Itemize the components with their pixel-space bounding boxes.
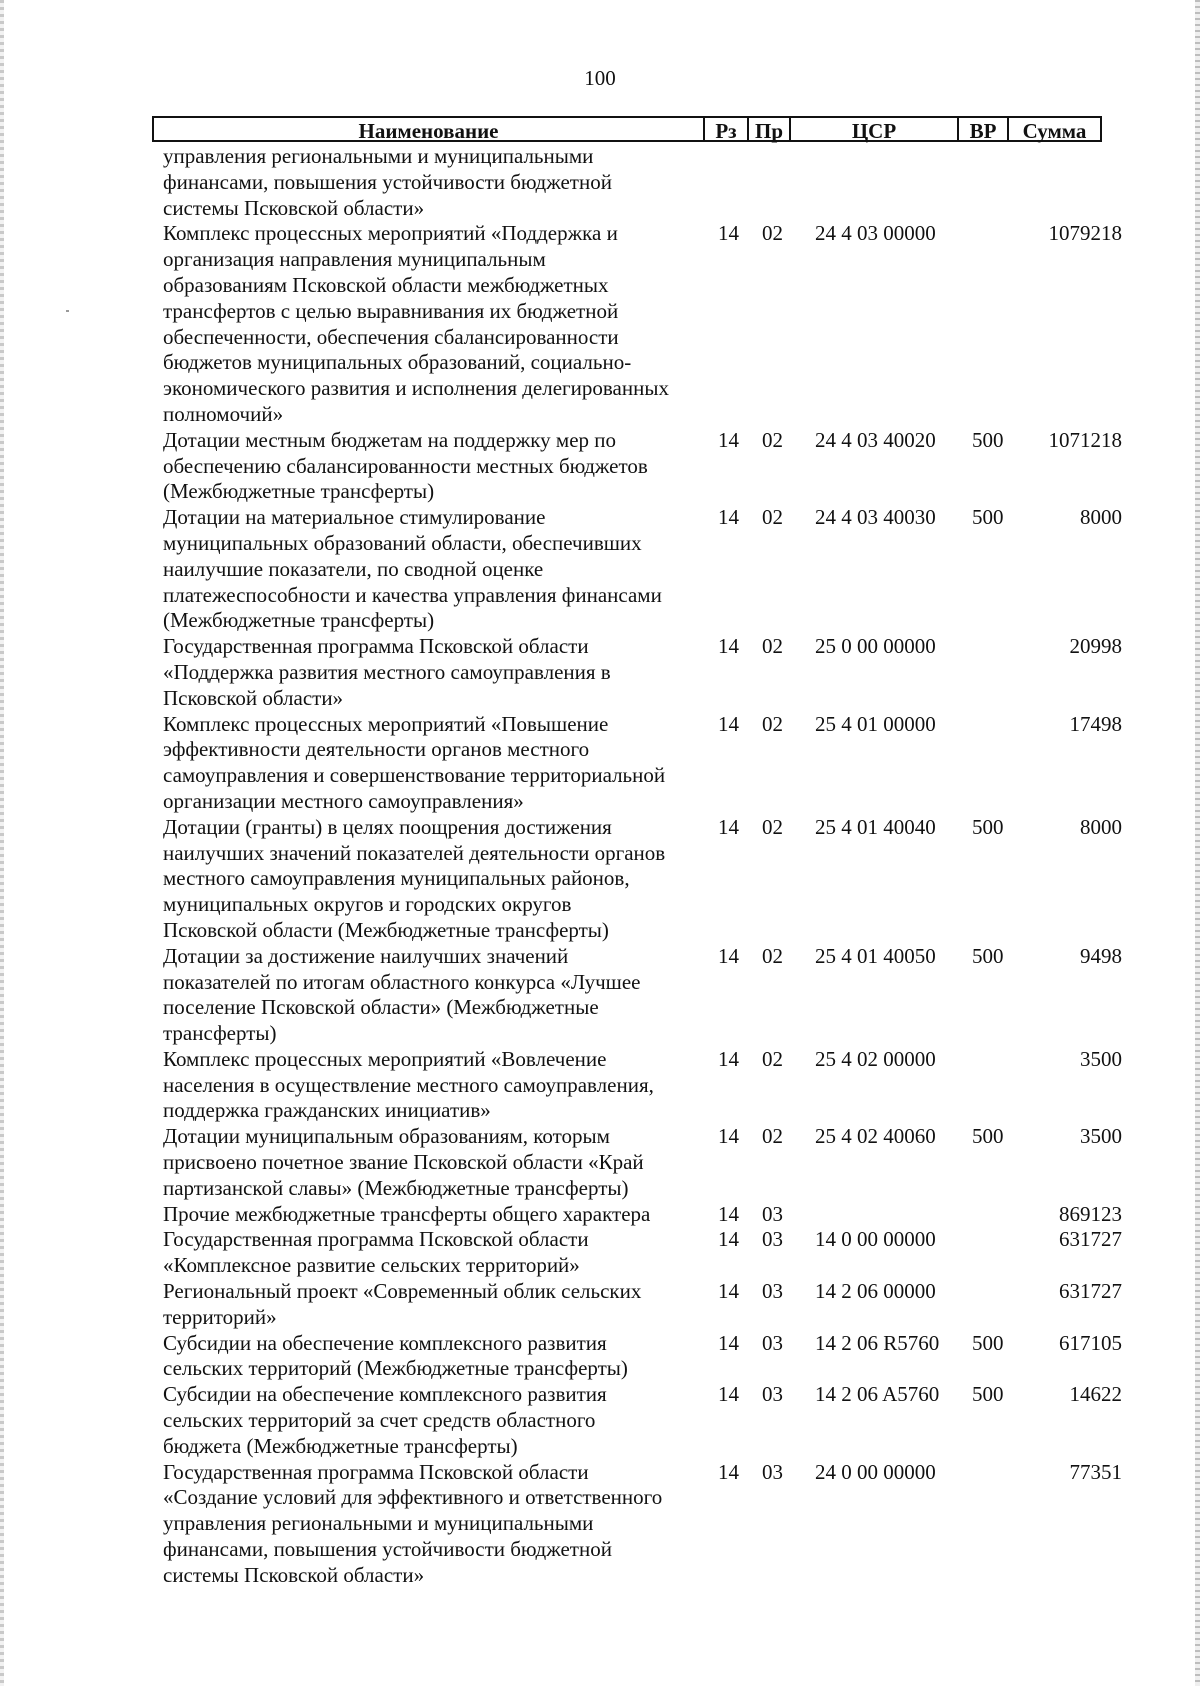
table-row <box>0 712 1200 815</box>
row-name: Дотации (гранты) в целях поощрения достижения наилучших значений показателей деятельности органов местного самоуправления муниципальных районов, муниципальных округов и городских округов Псковской области (Межбюджетные трансферты) <box>163 814 666 942</box>
row-name: Комплекс процессных мероприятий «Вовлечение населения в осуществление местного самоуправления, поддержка гражданских инициатив» <box>163 1046 654 1123</box>
row-name: Дотации на материальное стимулирование муниципальных образований области, обеспечивших наилучшие показатели, по сводной оценке платежеспособности и качества управления финансами (Межбюджетные трансферты) <box>163 505 662 633</box>
row-sum: 869123 <box>1059 1201 1122 1226</box>
header-name: Наименование <box>358 119 499 143</box>
row-name: Государственная программа Псковской области «Поддержка развития местного самоуправления в Псковской области» <box>163 634 611 710</box>
table-row <box>0 944 1200 1047</box>
row-name: Региональный проект «Современный облик сельских территорий» <box>163 1279 642 1329</box>
row-rz: 14 <box>718 943 739 968</box>
row-csr: 24 4 03 40020 <box>815 427 936 452</box>
row-rz: 14 <box>718 1279 739 1304</box>
row-rz: 14 <box>718 634 739 659</box>
table-row <box>0 428 1200 505</box>
table-body <box>0 144 1200 1589</box>
row-name: Дотации муниципальным образованиям, которым присвоено почетное звание Псковской области «Край партизанской славы» (Межбюджетные трансферты) <box>163 1124 644 1200</box>
row-sum: 3500 <box>1080 1124 1122 1149</box>
row-vr: 500 <box>972 943 1004 968</box>
header-rz: Рз <box>703 118 747 142</box>
row-csr: 24 0 00 00000 <box>815 1459 936 1484</box>
row-sum: 9498 <box>1080 943 1122 968</box>
row-rz: 14 <box>718 1201 739 1226</box>
row-pr: 03 <box>762 1382 783 1407</box>
table-row <box>0 221 1200 427</box>
row-name: Субсидии на обеспечение комплексного развития сельских территорий (Межбюджетные трансферты) <box>163 1330 628 1381</box>
row-vr: 500 <box>972 1124 1004 1149</box>
row-sum: 631727 <box>1059 1279 1122 1304</box>
row-pr: 02 <box>762 505 783 530</box>
row-csr: 25 4 02 00000 <box>815 1046 936 1071</box>
row-csr: 14 2 06 00000 <box>815 1279 936 1304</box>
table-row <box>0 1047 1200 1124</box>
row-csr: 14 0 00 00000 <box>815 1227 936 1252</box>
row-name: Дотации местным бюджетам на поддержку мер по обеспечению сбалансированности местных бюджетов (Межбюджетные трансферты) <box>163 427 648 504</box>
row-name: управления региональными и муниципальными финансами, повышения устойчивости бюджетной системы Псковской области» <box>163 144 612 220</box>
row-csr: 25 4 01 40050 <box>815 943 936 968</box>
page-number: 100 <box>584 66 616 90</box>
row-csr: 14 2 06 A5760 <box>815 1382 940 1407</box>
row-sum: 20998 <box>1069 634 1122 659</box>
row-sum: 617105 <box>1059 1330 1122 1355</box>
table-row <box>0 1227 1200 1279</box>
table-row <box>0 505 1200 634</box>
row-rz: 14 <box>718 221 739 246</box>
row-csr: 25 0 00 00000 <box>815 634 936 659</box>
table-row <box>0 1460 1200 1589</box>
row-vr: 500 <box>972 505 1004 530</box>
row-sum: 8000 <box>1080 814 1122 839</box>
row-pr: 03 <box>762 1330 783 1355</box>
table-header <box>152 116 1102 142</box>
header-sum: Сумма <box>1007 118 1100 142</box>
row-sum: 14622 <box>1069 1382 1122 1407</box>
row-csr: 25 4 01 00000 <box>815 711 936 736</box>
row-rz: 14 <box>718 711 739 736</box>
row-csr: 14 2 06 R5760 <box>815 1330 940 1355</box>
row-name: Прочие межбюджетные трансферты общего характера <box>163 1201 651 1226</box>
row-pr: 02 <box>762 1046 783 1071</box>
row-csr: 25 4 01 40040 <box>815 814 936 839</box>
row-pr: 02 <box>762 711 783 736</box>
row-rz: 14 <box>718 1227 739 1252</box>
row-csr: 25 4 02 40060 <box>815 1124 936 1149</box>
table-row <box>0 1124 1200 1201</box>
row-pr: 02 <box>762 814 783 839</box>
row-sum: 8000 <box>1080 505 1122 530</box>
row-pr: 02 <box>762 427 783 452</box>
row-rz: 14 <box>718 814 739 839</box>
row-csr: 24 4 03 00000 <box>815 221 936 246</box>
header-vr: ВР <box>957 118 1007 142</box>
row-vr: 500 <box>972 427 1004 452</box>
row-pr: 02 <box>762 634 783 659</box>
row-name: Государственная программа Псковской области «Комплексное развитие сельских территорий» <box>163 1227 589 1278</box>
row-vr: 500 <box>972 814 1004 839</box>
table-row <box>0 815 1200 944</box>
table-row <box>0 1279 1200 1331</box>
table-row <box>0 1382 1200 1459</box>
table-row <box>0 1331 1200 1383</box>
row-rz: 14 <box>718 1124 739 1149</box>
row-pr: 02 <box>762 1124 783 1149</box>
row-name: Субсидии на обеспечение комплексного развития сельских территорий за счет средств областного бюджета (Межбюджетные трансферты) <box>163 1382 607 1458</box>
row-sum: 1079218 <box>1048 221 1122 246</box>
header-pr: Пр <box>747 118 789 142</box>
table-row <box>0 144 1200 221</box>
row-pr: 03 <box>762 1227 783 1252</box>
row-vr: 500 <box>972 1382 1004 1407</box>
row-name: Комплекс процессных мероприятий «Повышение эффективности деятельности органов местного самоуправления и совершенствование территориальной организации местного самоуправления» <box>163 711 666 813</box>
row-rz: 14 <box>718 1382 739 1407</box>
row-vr: 500 <box>972 1330 1004 1355</box>
row-rz: 14 <box>718 505 739 530</box>
table-row <box>0 634 1200 711</box>
row-pr: 03 <box>762 1201 783 1226</box>
row-rz: 14 <box>718 1046 739 1071</box>
row-sum: 1071218 <box>1048 427 1122 452</box>
row-sum: 17498 <box>1069 711 1122 736</box>
row-pr: 02 <box>762 943 783 968</box>
row-rz: 14 <box>718 1330 739 1355</box>
row-rz: 14 <box>718 427 739 452</box>
row-rz: 14 <box>718 1459 739 1484</box>
table-row <box>0 1202 1200 1228</box>
row-name: Дотации за достижение наилучших значений показателей по итогам областного конкурса «Лучшее поселение Псковской области» (Межбюджетные трансферты) <box>163 943 641 1046</box>
row-name: Комплекс процессных мероприятий «Поддержка и организация направления муниципальным образованиям Псковской области межбюджетных трансфертов с целью выравнивания их бюджетной обеспеченности, обеспечения сбалансированности бюджетов муниципальных образований, социально- экономического развития и исполнения делегированных полномочий» <box>163 221 669 426</box>
row-pr: 03 <box>762 1459 783 1484</box>
row-sum: 77351 <box>1069 1459 1122 1484</box>
row-sum: 631727 <box>1059 1227 1122 1252</box>
row-pr: 02 <box>762 221 783 246</box>
row-pr: 03 <box>762 1279 783 1304</box>
row-sum: 3500 <box>1080 1046 1122 1071</box>
row-name: Государственная программа Псковской области «Создание условий для эффективного и ответственного управления региональными и муниципальными финансами, повышения устойчивости бюджетной системы Псковской области» <box>163 1459 663 1587</box>
row-csr: 24 4 03 40030 <box>815 505 936 530</box>
header-csr: ЦСР <box>789 118 957 142</box>
